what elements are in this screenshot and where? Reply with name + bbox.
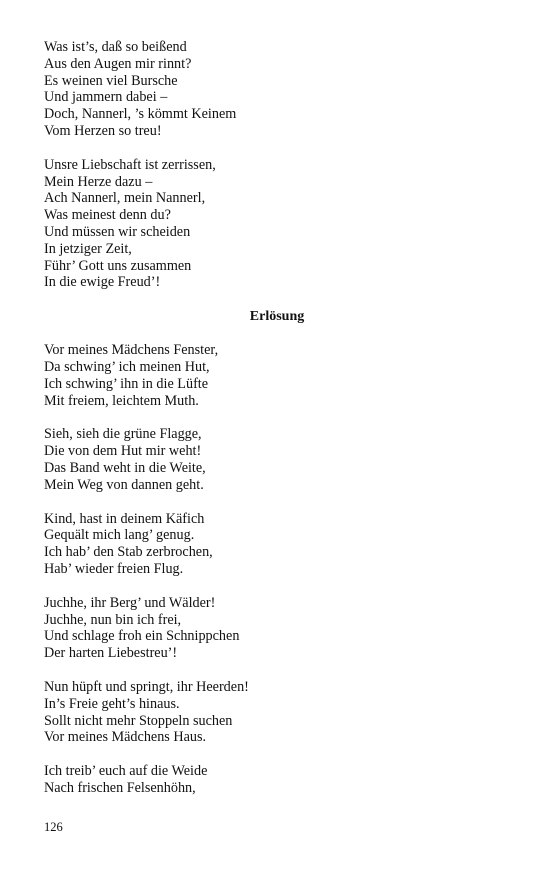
verse-line: Ich hab’ den Stab zerbrochen, [44,544,213,561]
verse-line: Und jammern dabei – [44,89,168,106]
verse-line: Mit freiem, leichtem Muth. [44,392,199,409]
verse-line: Ich treib’ euch auf die Weide [44,763,208,780]
stanza [44,679,510,746]
poem-continued [44,39,510,291]
verse-line: Hab’ wieder freien Flug. [44,560,184,577]
stanza [44,763,510,797]
page-number: 126 [44,820,63,834]
verse-line: Das Band weht in die Weite, [44,459,206,476]
verse-line: In’s Freie geht’s hinaus. [44,695,180,712]
verse-line: Da schwing’ ich meinen Hut, [44,358,210,375]
verse-line: Mein Weg von dannen geht. [44,476,204,493]
verse-line: Ich schwing’ ihn in die Lüfte [44,375,209,392]
stanza [44,511,510,578]
verse-line: Vom Herzen so treu! [44,122,162,139]
verse-line: Was ist’s, daß so beißend [44,39,187,55]
verse-line: Sollt nicht mehr Stoppeln suchen [44,712,233,729]
stanza [44,39,510,140]
stanza [44,342,510,409]
verse-line: Vor meines Mädchens Haus. [44,729,207,746]
verse-line: Und müssen wir scheiden [44,223,191,240]
verse-line: Es weinen viel Bursche [44,72,178,89]
verse-line: Nun hüpft und springt, ihr Heerden! [44,678,249,695]
verse-line: Ach Nannerl, mein Nannerl, [44,190,206,207]
verse-line: Unsre Liebschaft ist zerrissen, [44,156,216,173]
verse-line: In jetziger Zeit, [44,240,132,257]
poem-title: Erlösung [249,309,305,325]
verse-line: In die ewige Freud’! [44,274,161,291]
verse-line: Der harten Liebestreu’! [44,645,178,662]
page-content [44,39,510,814]
verse-line: Aus den Augen mir rinnt? [44,55,192,72]
verse-line: Vor meines Mädchens Fenster, [44,342,219,359]
stanza [44,157,510,291]
verse-line: Was meinest denn du? [44,207,171,224]
verse-line: Und schlage froh ein Schnippchen [44,628,240,645]
verse-line: Sieh, sieh die grüne Flagge, [44,426,202,443]
poem-erloesung [44,308,510,797]
verse-line: Die von dem Hut mir weht! [44,443,202,460]
stanza [44,595,510,662]
verse-line: Kind, hast in deinem Käfich [44,510,205,527]
verse-line: Führ’ Gott uns zusammen [44,257,192,274]
verse-line: Nach frischen Felsenhöhn, [44,779,196,796]
verse-line: Juchhe, nun bin ich frei, [44,611,182,628]
verse-line: Mein Herze dazu – [44,173,153,190]
stanza [44,426,510,493]
verse-line: Gequält mich lang’ genug. [44,527,195,544]
verse-line: Doch, Nannerl, ’s kömmt Keinem [44,106,237,123]
verse-line: Juchhe, ihr Berg’ und Wälder! [44,594,216,611]
